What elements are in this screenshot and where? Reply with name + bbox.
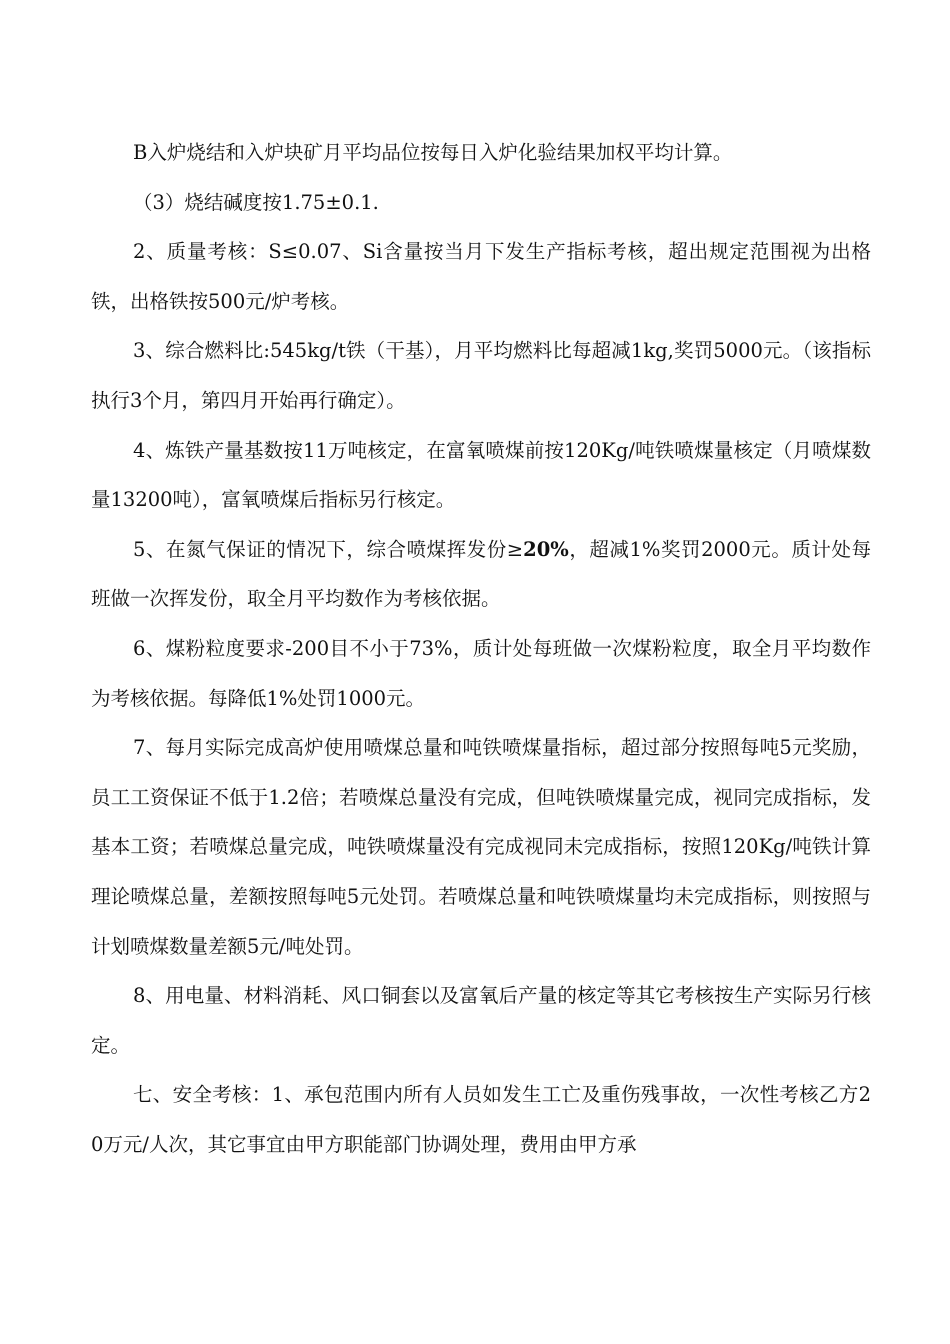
paragraph-text: 8、用电量、材料消耗、风口铜套以及富氧后产量的核定等其它考核按生产实际另行核定。 [91,984,871,1057]
paragraph-text: ，超减1%奖罚2000元。质计处每班做一次挥发份，取全月平均数作为考核依据。 [91,537,872,611]
paragraph-text: B入炉烧结和入炉块矿月平均品位按每日入炉化验结果加权平均计算。 [133,141,733,164]
paragraph-b-grade [91,128,871,178]
paragraph-text: 5、在氮气保证的情况下，综合喷煤挥发份≥ [133,537,524,561]
paragraph-text: 7、每月实际完成高炉使用喷煤总量和吨铁喷煤量指标，超过部分按照每吨5元奖励，员工工资保证不低于1.2倍；若喷煤总量没有完成，但吨铁喷煤量完成，视同完成指标，发基本工资；若喷煤总量完成，吨铁喷煤量没有完成视同未完成指标，按照120Kg/吨铁计算理论喷煤总量，差额按照每吨5元处罚。若喷煤总量和吨铁喷煤量均未完成指标，则按照与计划喷煤数量差额5元/吨处罚。 [91,736,871,958]
volatile-threshold: 20% [523,537,569,561]
paragraph-other-assessment [91,971,871,1070]
paragraph-text: 2、质量考核：S≤0.07、Si含量按当月下发生产指标考核，超出规定范围视为出格铁，出格铁按500元/炉考核。 [91,240,871,313]
paragraph-coal-injection [91,723,871,971]
paragraph-coal-granularity [91,624,871,723]
paragraph-text: 6、煤粉粒度要求-200目不小于73%，质计处每班做一次煤粉粒度，取全月平均数作为考核依据。每降低1%处罚1000元。 [91,636,871,710]
paragraph-text: 七、安全考核：1、承包范围内所有人员如发生工亡及重伤残事故，一次性考核乙方20万元/人次，其它事宜由甲方职能部门协调处理，费用由甲方承 [91,1083,871,1156]
paragraph-fuel-ratio [91,326,871,425]
paragraph-text: 4、炼铁产量基数按11万吨核定，在富氧喷煤前按120Kg/吨铁喷煤量核定（月喷煤数量13200吨），富氧喷煤后指标另行核定。 [91,438,871,512]
document-body [91,128,871,1169]
paragraph-safety-assessment [91,1070,871,1169]
paragraph-sinter-basicity [91,178,871,228]
paragraph-volatile-matter [91,525,871,624]
paragraph-iron-output [91,426,871,525]
paragraph-text: 3、综合燃料比:545kg/t铁（干基），月平均燃料比每超减1kg,奖罚5000元。（该指标执行3个月，第四月开始再行确定）。 [91,339,871,412]
paragraph-text: （3）烧结碱度按1.75±0.1. [133,190,379,214]
paragraph-quality-assessment [91,227,871,326]
